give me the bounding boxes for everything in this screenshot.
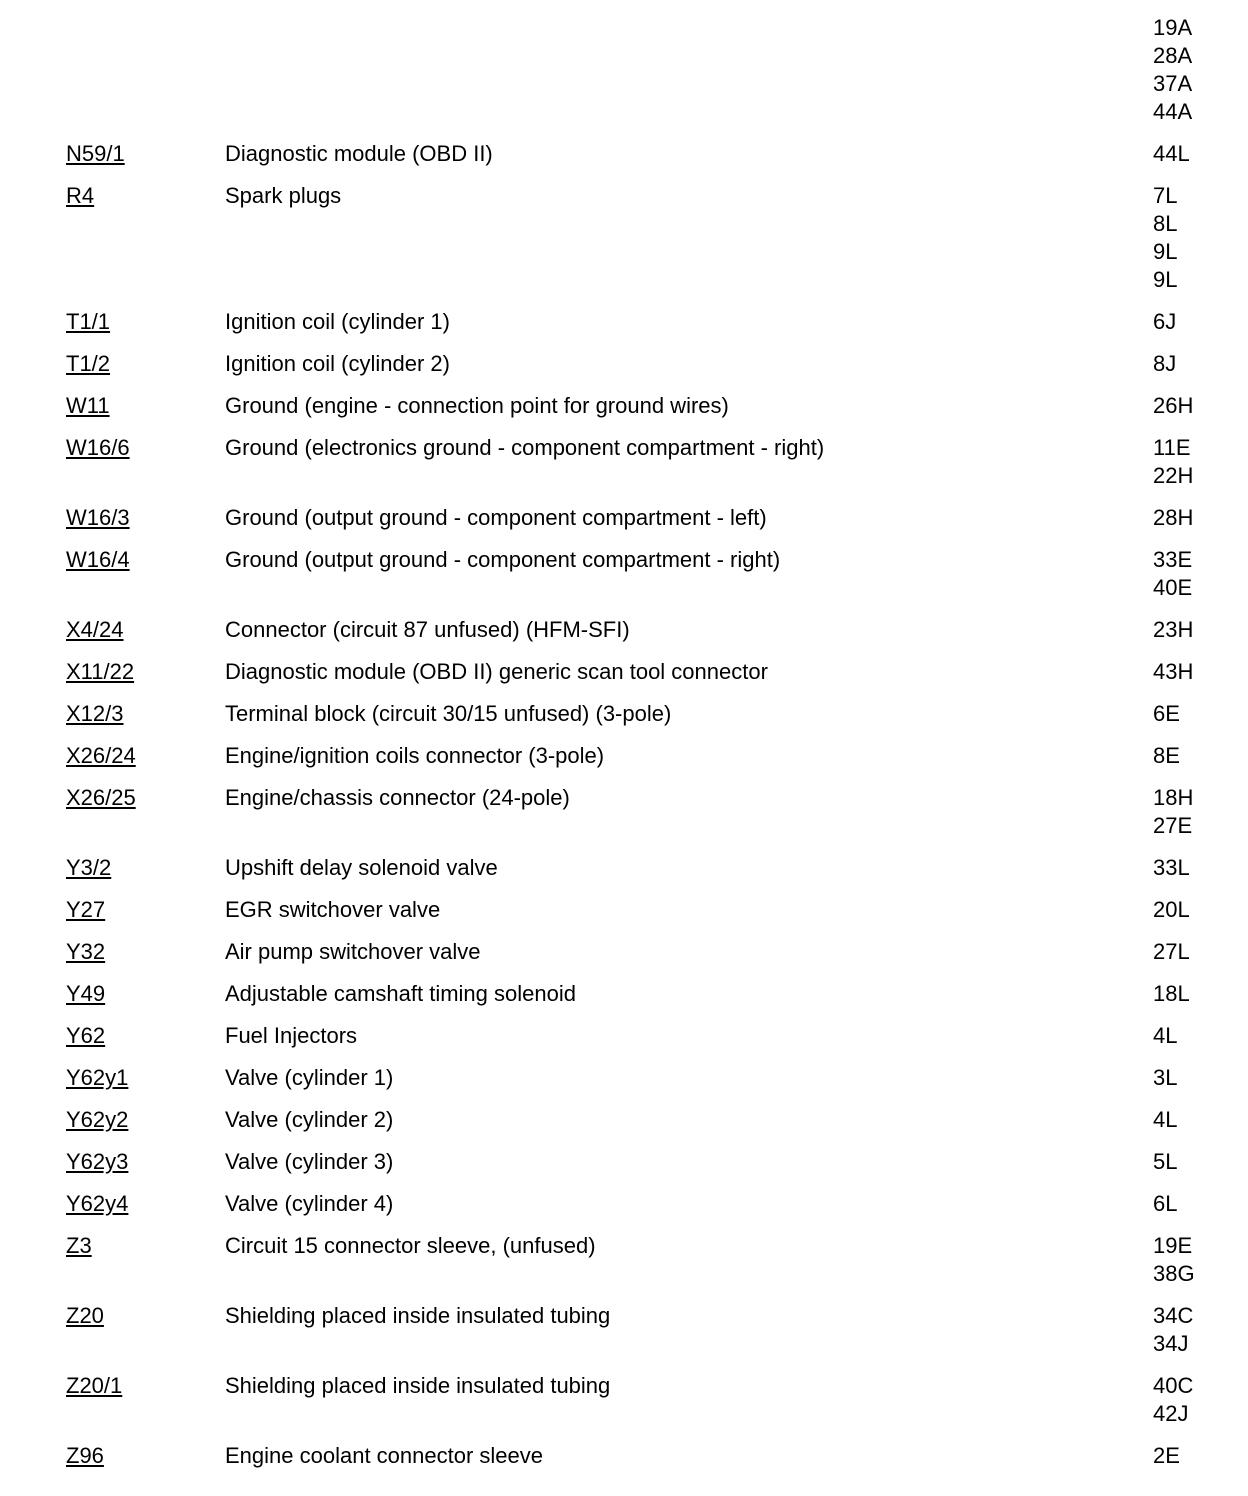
component-code-link[interactable]: Y27: [66, 897, 106, 922]
component-description: Valve (cylinder 1): [225, 1065, 394, 1090]
component-row: [0, 896, 1248, 924]
component-description: Engine/chassis connector (24-pole): [225, 785, 570, 810]
component-code-link[interactable]: Y62: [66, 1023, 106, 1048]
component-row: [0, 140, 1248, 168]
component-locations: [1153, 784, 1233, 840]
component-code-link[interactable]: W11: [66, 393, 110, 418]
component-code-cell: [66, 1372, 225, 1400]
component-code-cell: [66, 1022, 225, 1050]
grid-location: 44L: [1153, 141, 1190, 166]
component-description: Ground (output ground - component compartment - right): [225, 547, 781, 572]
component-code-link[interactable]: R4: [66, 183, 95, 208]
component-code-link[interactable]: X4/24: [66, 617, 124, 642]
component-code-link[interactable]: Y62y2: [66, 1107, 129, 1132]
grid-location: 9L: [1153, 239, 1178, 264]
grid-location: 40E: [1153, 575, 1193, 600]
component-description: Engine/ignition coils connector (3-pole): [225, 743, 605, 768]
grid-location: 18H: [1153, 785, 1194, 810]
component-row: [0, 1372, 1248, 1428]
component-locations: [1153, 546, 1233, 602]
grid-location: 33L: [1153, 855, 1190, 880]
grid-location: 9L: [1153, 267, 1178, 292]
grid-location: 2E: [1153, 1443, 1180, 1468]
grid-location: 26H: [1153, 393, 1194, 418]
component-code-cell: [66, 742, 225, 770]
grid-location: 3L: [1153, 1065, 1178, 1090]
component-locations: [1153, 1022, 1233, 1050]
component-locations: [1153, 140, 1233, 168]
component-row: [0, 938, 1248, 966]
component-code-cell: [66, 980, 225, 1008]
grid-location: 8L: [1153, 211, 1178, 236]
component-row: [0, 504, 1248, 532]
component-code-cell: [66, 434, 225, 462]
grid-location: 4L: [1153, 1107, 1178, 1132]
component-description: Valve (cylinder 4): [225, 1191, 394, 1216]
grid-location: 33E: [1153, 547, 1193, 572]
component-description: Adjustable camshaft timing solenoid: [225, 981, 576, 1006]
component-row: [0, 434, 1248, 490]
component-code-cell: [66, 658, 225, 686]
component-code-link[interactable]: Z96: [66, 1443, 104, 1468]
grid-location: 7L: [1153, 183, 1178, 208]
component-code-link[interactable]: T1/1: [66, 309, 111, 334]
component-row: [0, 784, 1248, 840]
component-code-cell: [66, 1148, 225, 1176]
grid-location: 42J: [1153, 1401, 1189, 1426]
component-description: Air pump switchover valve: [225, 939, 481, 964]
component-code-cell: [66, 392, 225, 420]
component-code-cell: [66, 700, 225, 728]
component-code-cell: [66, 784, 225, 812]
component-locations: [1153, 1064, 1233, 1092]
component-row: [0, 854, 1248, 882]
component-locations: [1153, 1106, 1233, 1134]
component-locations: [1153, 1372, 1233, 1428]
component-locations: [1153, 392, 1233, 420]
component-code-cell: [66, 616, 225, 644]
grid-location: 8J: [1153, 351, 1177, 376]
component-row: [0, 182, 1248, 294]
component-locations: [1153, 742, 1233, 770]
component-code-link[interactable]: Z20/1: [66, 1373, 123, 1398]
component-description: Ignition coil (cylinder 1): [225, 309, 450, 334]
component-code-link[interactable]: Y62y4: [66, 1191, 129, 1216]
grid-location: 20L: [1153, 897, 1190, 922]
component-legend-table: [0, 14, 1248, 1484]
component-locations: [1153, 1302, 1233, 1358]
component-code-link[interactable]: Y32: [66, 939, 106, 964]
component-locations: [1153, 938, 1233, 966]
component-row: [0, 350, 1248, 378]
grid-location: 27E: [1153, 813, 1193, 838]
component-row: [0, 1106, 1248, 1134]
component-code-cell: [66, 182, 225, 210]
component-code-link[interactable]: X26/24: [66, 743, 136, 768]
component-code-cell: [66, 350, 225, 378]
component-code-link[interactable]: Y3/2: [66, 855, 112, 880]
grid-location: 19A: [1153, 15, 1193, 40]
component-code-link[interactable]: Y62y3: [66, 1149, 129, 1174]
component-code-cell: [66, 546, 225, 574]
component-code-cell: [66, 1442, 225, 1470]
component-description: Upshift delay solenoid valve: [225, 855, 498, 880]
grid-location: 18L: [1153, 981, 1190, 1006]
component-locations: [1153, 896, 1233, 924]
component-row: [0, 392, 1248, 420]
grid-location: 34J: [1153, 1331, 1189, 1356]
component-locations: [1153, 616, 1233, 644]
component-description: Valve (cylinder 2): [225, 1107, 394, 1132]
component-row: [0, 546, 1248, 602]
component-locations: [1153, 350, 1233, 378]
component-code-cell: [66, 1064, 225, 1092]
continued-entry-locations: [1153, 14, 1233, 126]
component-code-cell: [66, 938, 225, 966]
component-locations: [1153, 700, 1233, 728]
component-code-link[interactable]: T1/2: [66, 351, 111, 376]
grid-location: 40C: [1153, 1373, 1194, 1398]
grid-location: 28A: [1153, 43, 1193, 68]
component-row: [0, 980, 1248, 1008]
component-code-link[interactable]: Y49: [66, 981, 106, 1006]
grid-location: 44A: [1153, 99, 1193, 124]
component-description: Shielding placed inside insulated tubing: [225, 1303, 611, 1328]
component-code-link[interactable]: X11/22: [66, 659, 135, 684]
component-description: Diagnostic module (OBD II) generic scan tool connector: [225, 659, 768, 684]
component-locations: [1153, 504, 1233, 532]
component-locations: [1153, 1190, 1233, 1218]
grid-location: 34C: [1153, 1303, 1194, 1328]
grid-location: 11E: [1153, 435, 1191, 460]
component-description: Valve (cylinder 3): [225, 1149, 394, 1174]
component-locations: [1153, 854, 1233, 882]
component-row: [0, 742, 1248, 770]
component-description: Ignition coil (cylinder 2): [225, 351, 450, 376]
component-locations: [1153, 1148, 1233, 1176]
component-code-cell: [66, 1302, 225, 1330]
component-row: [0, 658, 1248, 686]
continued-entry-row: [0, 14, 1248, 126]
component-description: Connector (circuit 87 unfused) (HFM-SFI): [225, 617, 630, 642]
component-row: [0, 1232, 1248, 1288]
component-code-cell: [66, 1106, 225, 1134]
component-locations: [1153, 1442, 1233, 1470]
grid-location: 23H: [1153, 617, 1194, 642]
component-code-cell: [66, 1190, 225, 1218]
component-row: [0, 700, 1248, 728]
component-description: Diagnostic module (OBD II): [225, 141, 493, 166]
component-row: [0, 1302, 1248, 1358]
grid-location: 8E: [1153, 743, 1180, 768]
component-locations: [1153, 434, 1233, 490]
grid-location: 6E: [1153, 701, 1180, 726]
component-description: Shielding placed inside insulated tubing: [225, 1373, 611, 1398]
grid-location: 28H: [1153, 505, 1194, 530]
component-row: [0, 616, 1248, 644]
component-description: Ground (engine - connection point for ground wires): [225, 393, 729, 418]
component-code-link[interactable]: Z3: [66, 1233, 92, 1258]
component-code-link[interactable]: Y62y1: [66, 1065, 129, 1090]
component-description: Engine coolant connector sleeve: [225, 1443, 543, 1468]
component-code-link[interactable]: W16/6: [66, 435, 130, 460]
grid-location: 5L: [1153, 1149, 1178, 1174]
component-code-cell: [66, 896, 225, 924]
component-code-cell: [66, 308, 225, 336]
component-locations: [1153, 182, 1233, 294]
grid-location: 43H: [1153, 659, 1194, 684]
component-row: [0, 1190, 1248, 1218]
component-description: Fuel Injectors: [225, 1023, 358, 1048]
component-description: Ground (electronics ground - component compartment - right): [225, 435, 825, 460]
component-code-link[interactable]: N59/1: [66, 141, 125, 166]
grid-location: 6L: [1153, 1191, 1178, 1216]
grid-location: 19E: [1153, 1233, 1193, 1258]
component-locations: [1153, 1232, 1233, 1288]
component-row: [0, 1064, 1248, 1092]
component-code-link[interactable]: Z20: [66, 1303, 104, 1328]
component-locations: [1153, 658, 1233, 686]
component-code-link[interactable]: X26/25: [66, 785, 136, 810]
component-row: [0, 1148, 1248, 1176]
component-locations: [1153, 980, 1233, 1008]
component-row: [0, 1442, 1248, 1470]
component-row: [0, 308, 1248, 336]
component-code-cell: [66, 854, 225, 882]
component-rows: [0, 140, 1248, 1470]
component-code-cell: [66, 504, 225, 532]
component-description: Ground (output ground - component compartment - left): [225, 505, 767, 530]
component-description: EGR switchover valve: [225, 897, 441, 922]
component-description: Spark plugs: [225, 183, 342, 208]
grid-location: 4L: [1153, 1023, 1178, 1048]
grid-location: 22H: [1153, 463, 1194, 488]
component-code-link[interactable]: X12/3: [66, 701, 124, 726]
component-locations: [1153, 308, 1233, 336]
component-code-cell: [66, 140, 225, 168]
component-description: Terminal block (circuit 30/15 unfused) (3-pole): [225, 701, 672, 726]
component-code-cell: [66, 1232, 225, 1260]
component-code-link[interactable]: W16/3: [66, 505, 130, 530]
component-description: Circuit 15 connector sleeve, (unfused): [225, 1233, 596, 1258]
grid-location: 38G: [1153, 1261, 1195, 1286]
grid-location: 37A: [1153, 71, 1193, 96]
component-code-link[interactable]: W16/4: [66, 547, 130, 572]
grid-location: 6J: [1153, 309, 1177, 334]
component-row: [0, 1022, 1248, 1050]
grid-location: 27L: [1153, 939, 1190, 964]
